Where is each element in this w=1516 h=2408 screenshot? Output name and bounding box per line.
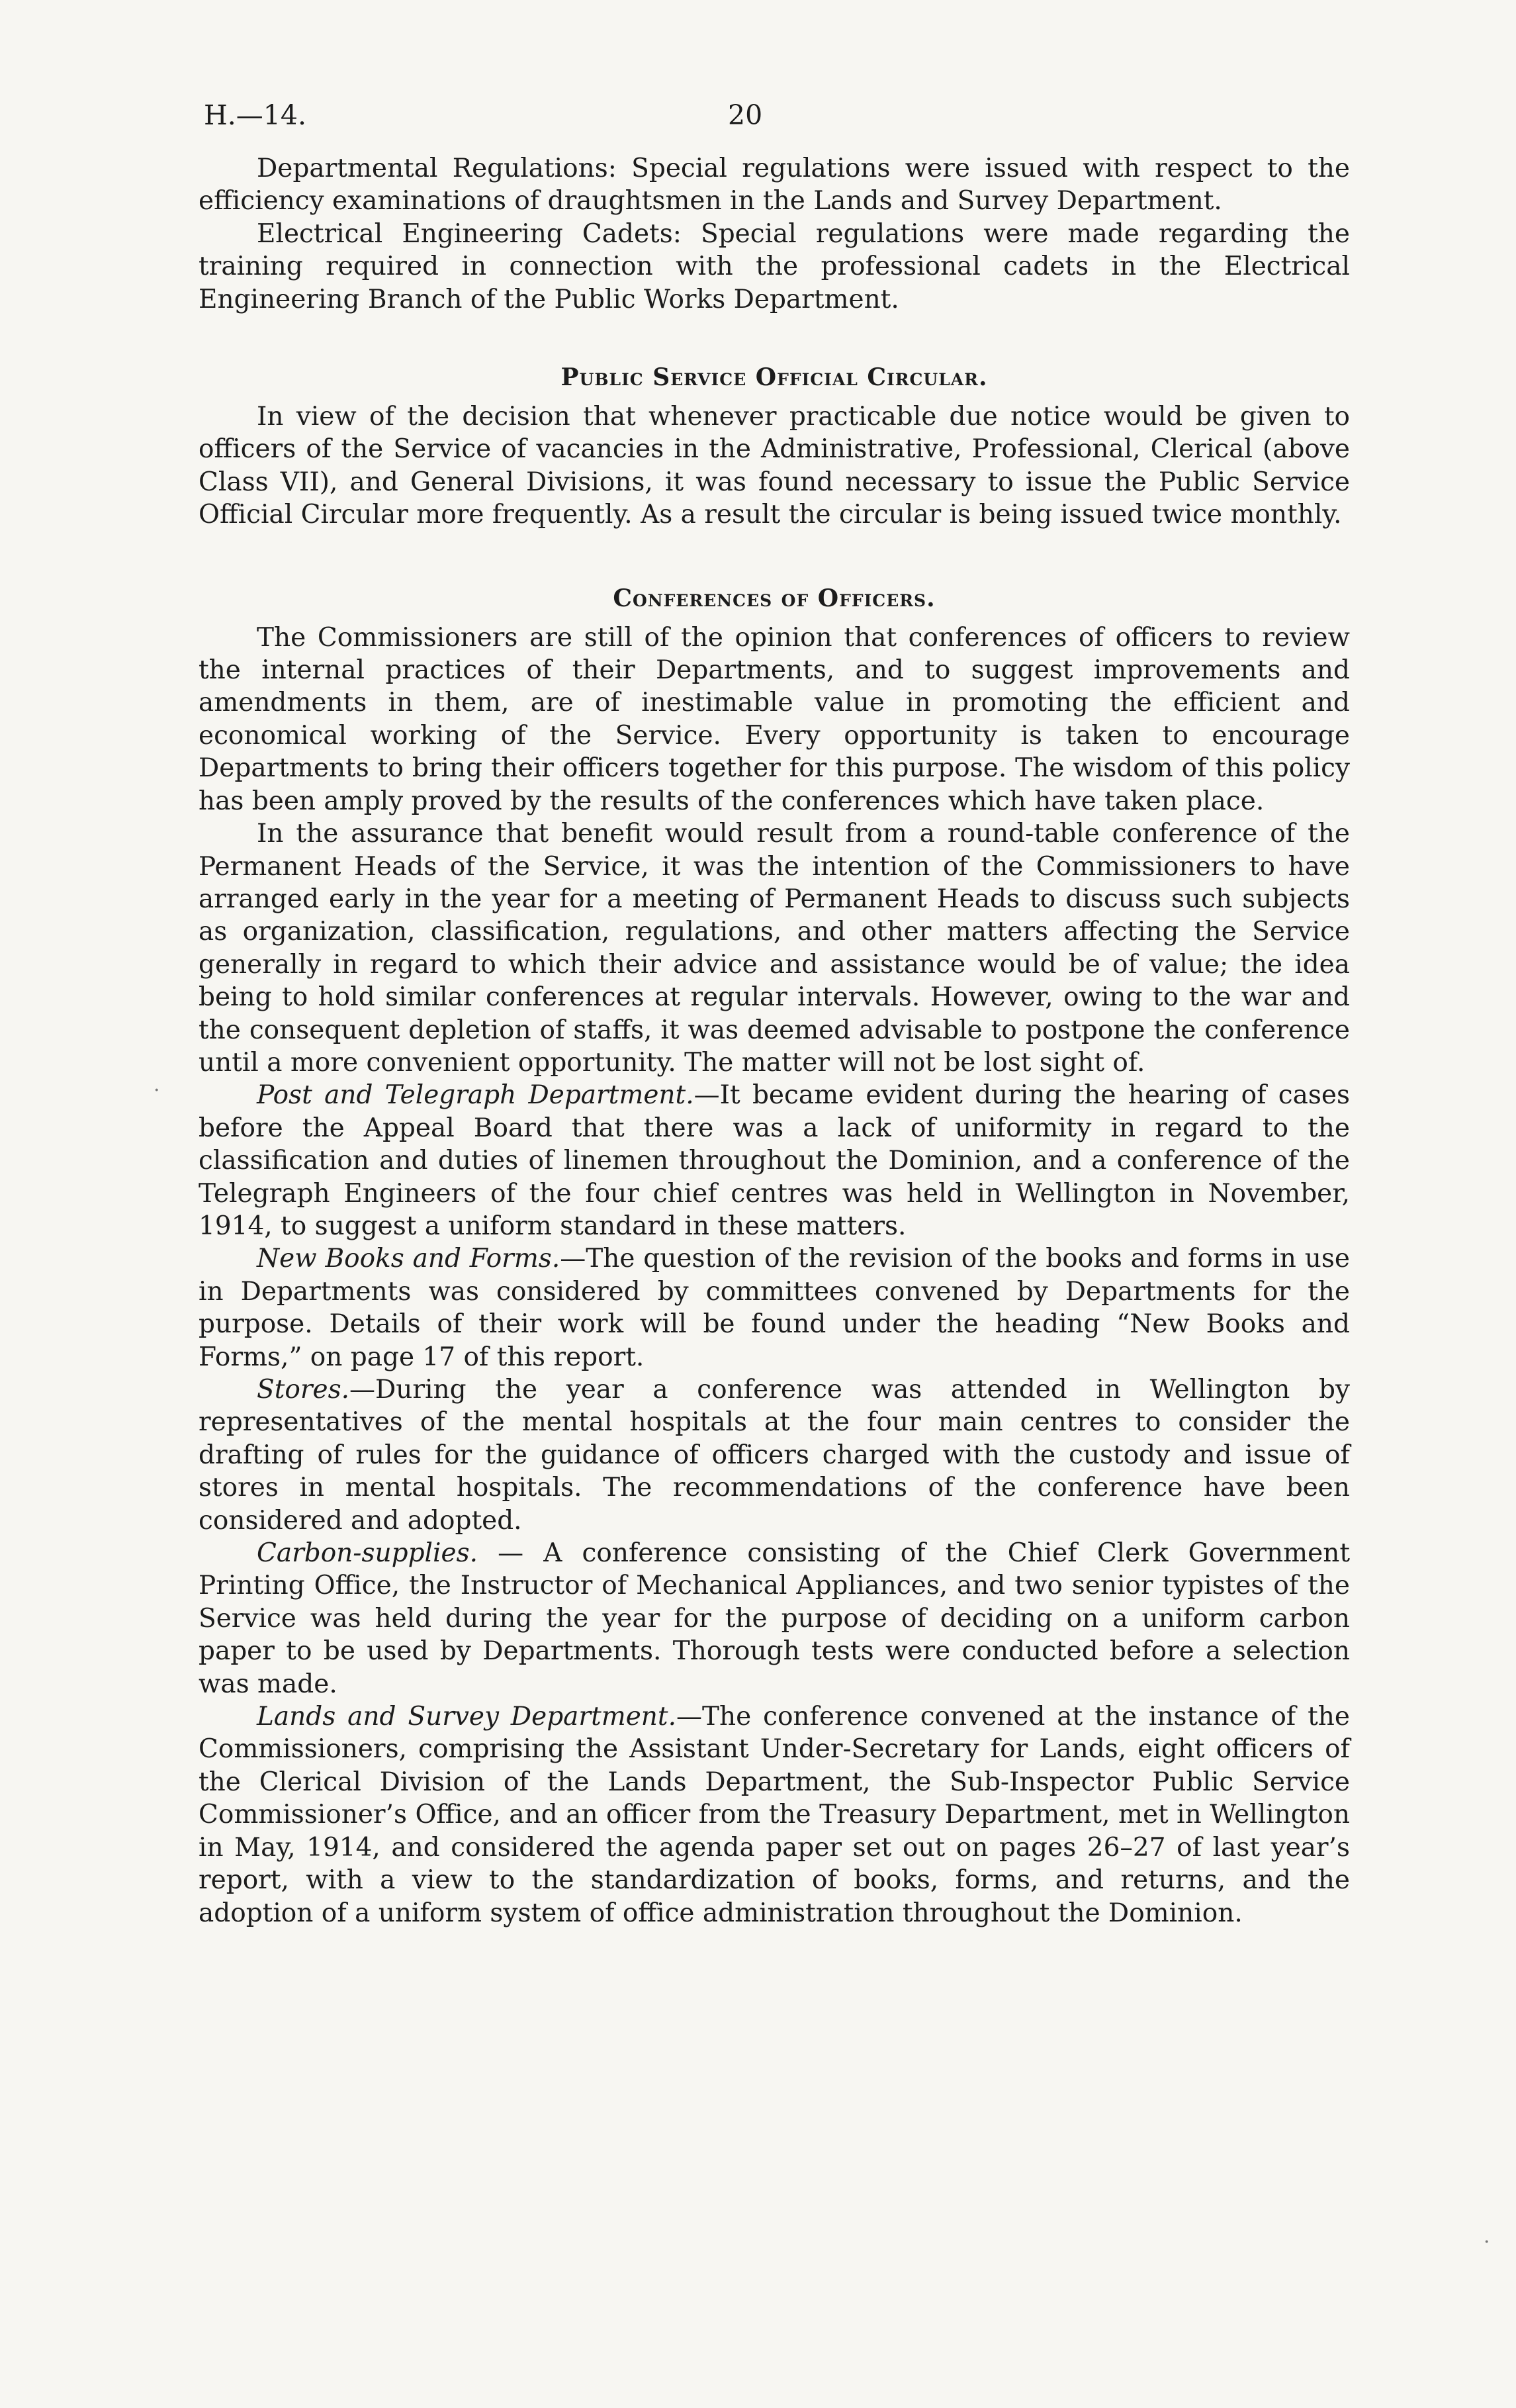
margin-speck: · xyxy=(1484,2231,1490,2254)
carbon-supplies-text: — A conference consisting of the Chief Clerk Government Printing Office, the Instructor of Mechanical Appliances, and two senior typistes of the Service was held during the year for the purpose of deciding on a uniform carbon paper to be used by Departments. Thorough tests were conducted before a selection was made. xyxy=(199,1538,1350,1699)
departmental-regulations-paragraph: Departmental Regulations: Special regulations were issued with respect to the efficiency examinations of draughtsmen in the Lands and Survey Department. xyxy=(199,154,1350,216)
psoc-paragraph: In view of the decision that whenever practicable due notice would be given to officers of the Service of vacancies in the Administrative, Professional, Clerical (above Class VII), and General Divisions, it was found necessary to issue the Public Service Official Circular more frequently. As a result the circular is being issued twice monthly. xyxy=(199,402,1350,530)
conferences-heading: Conferences of Officers. xyxy=(613,584,936,612)
page-number: 20 xyxy=(728,99,763,131)
psoc-heading: Public Service Official Circular. xyxy=(560,363,988,392)
lands-and-survey-text: —The conference convened at the instance of the Commissioners, comprising the Assistant Under-Secretary for Lands, eight officers of the Clerical Division of the Lands Department, the Sub-Inspector Public Service Commissioner’s Office, and an officer from the Treasury Department, met in Wellington in May, 1914, and considered the agenda paper set out on pages 26–27 of last year’s report, with a view to the standardization of books, forms, and returns, and the adoption of a uniform system of office administration throughout the Dominion. xyxy=(199,1702,1350,1928)
stores-text: —During the year a conference was attended in Wellington by representatives of the mental hospitals at the four main centres to consider the drafting of rules for the guidance of officers charged with the custody and issue of stores in mental hospitals. The recommendations of the conference have been considered and adopted. xyxy=(199,1375,1350,1536)
stores-paragraph xyxy=(199,1373,1350,1537)
lands-and-survey-paragraph xyxy=(199,1700,1350,1929)
new-books-and-forms-text: —The question of the revision of the books and forms in use in Departments was considered by committees convened by Departments for the purpose. Details of their work will be found under the heading “New Books and Forms,” on page 17 of this report. xyxy=(199,1244,1350,1372)
conferences-paragraph-1: The Commissioners are still of the opinion that conferences of officers to review the internal practices of their Departments, and to suggest improvements and amendments in them, are of inestimable value in promoting the efficient and economical working of the Service. Every opportunity is taken to encourage Departments to bring their officers together for this purpose. The wisdom of this policy has been amply proved by the results of the conferences which have taken place. xyxy=(199,622,1350,816)
carbon-supplies-lead: Carbon-supplies. xyxy=(257,1538,478,1569)
electrical-engineering-cadets-paragraph: Electrical Engineering Cadets: Special regulations were made regarding the training required in connection with the professional cadets in the Electrical Engineering Branch of the Public Works Department. xyxy=(199,218,1350,314)
lands-and-survey-lead: Lands and Survey Department. xyxy=(257,1702,676,1732)
new-books-and-forms-lead: New Books and Forms. xyxy=(257,1244,560,1274)
page-body xyxy=(199,99,1350,1929)
post-and-telegraph-lead: Post and Telegraph Department. xyxy=(257,1080,694,1111)
new-books-and-forms-paragraph xyxy=(199,1242,1350,1373)
post-and-telegraph-paragraph xyxy=(199,1079,1350,1242)
running-header xyxy=(199,99,1350,152)
carbon-supplies-paragraph xyxy=(199,1537,1350,1700)
stores-lead: Stores. xyxy=(257,1375,350,1405)
post-and-telegraph-text: —It became evident during the hearing of cases before the Appeal Board that there was a lack of uniformity in regard to the classification and duties of linemen throughout the Dominion, and a conference of the Telegraph Engineers of the four chief centres was held in Wellington in November, 1914, to suggest a uniform standard in these matters. xyxy=(199,1080,1350,1241)
document-id: H.—14. xyxy=(204,99,306,131)
conferences-paragraph-2: In the assurance that benefit would result from a round-table conference of the Permanent Heads of the Service, it was the intention of the Commissioners to have arranged early in the year for a meeting of Permanent Heads to discuss such subjects as organization, classification, regulations, and other matters affecting the Service generally in regard to which their advice and assistance would be of value; the idea being to hold similar conferences at regular intervals. However, owing to the war and the consequent depletion of staffs, it was deemed advisable to postpone the conference until a more convenient opportunity. The matter will not be lost sight of. xyxy=(199,819,1350,1078)
margin-speck: · xyxy=(154,1079,160,1102)
